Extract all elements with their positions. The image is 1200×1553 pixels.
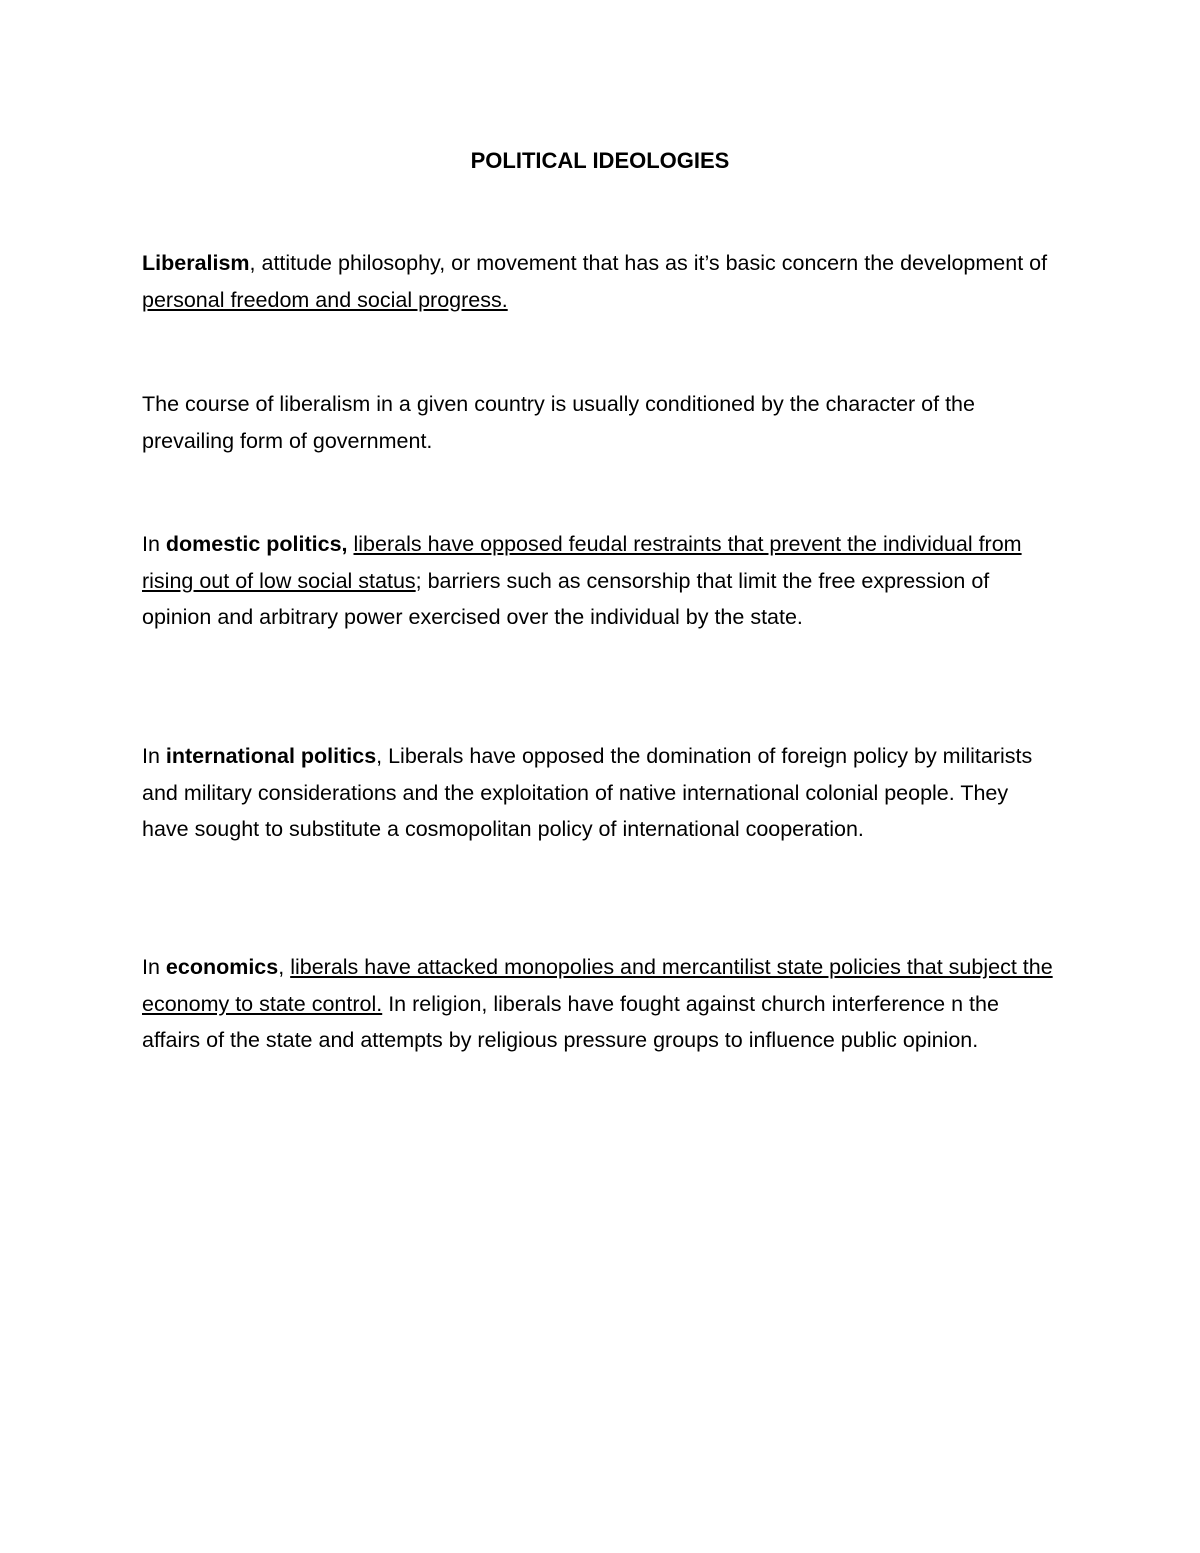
document-title: POLITICAL IDEOLOGIES (470, 148, 730, 173)
term-liberalism: Liberalism (142, 251, 250, 275)
term-economics: economics (165, 955, 279, 979)
underlined-phrase: liberals have attacked monopolies and mercantilist state policies that subject the economy to state control. (142, 955, 1053, 1016)
paragraph-lead: In (142, 955, 166, 979)
term-international-politics: international politics (165, 744, 377, 768)
underlined-phrase: personal freedom and social progress. (142, 287, 508, 312)
comma-text: , (278, 955, 291, 979)
paragraph-lead: In (142, 532, 166, 556)
paragraph-text: In religion, liberals have fought against church interference n the affairs of the state and attempts by religious pressure groups to influence public opinion. (142, 991, 999, 1052)
paragraph-international-politics (142, 738, 1057, 848)
paragraph-text: ; barriers such as censorship that limit the free expression of opinion and arbitrary power exercised over the individual by the state. (142, 568, 990, 629)
paragraph-domestic-politics (142, 526, 1057, 636)
term-domestic-politics: domestic politics, (165, 532, 348, 556)
underlined-phrase: liberals have opposed feudal restraints that prevent the individual from rising out of low social status (142, 532, 1022, 593)
paragraph-course (142, 386, 1057, 459)
paragraph-lead: In (142, 744, 166, 768)
paragraph-text: , Liberals have opposed the domination of foreign policy by militarists and military considerations and the exploitation of native international colonial people. They have sought to substitute a cosmopolitan policy of international cooperation. (142, 744, 1033, 841)
paragraph-text: The course of liberalism in a given country is usually conditioned by the character of the prevailing form of government. (142, 392, 975, 453)
paragraph-text: , attitude philosophy, or movement that has as it’s basic concern the development of (249, 251, 1048, 275)
paragraph-economics (142, 949, 1057, 1059)
paragraph-liberalism (142, 245, 1057, 318)
